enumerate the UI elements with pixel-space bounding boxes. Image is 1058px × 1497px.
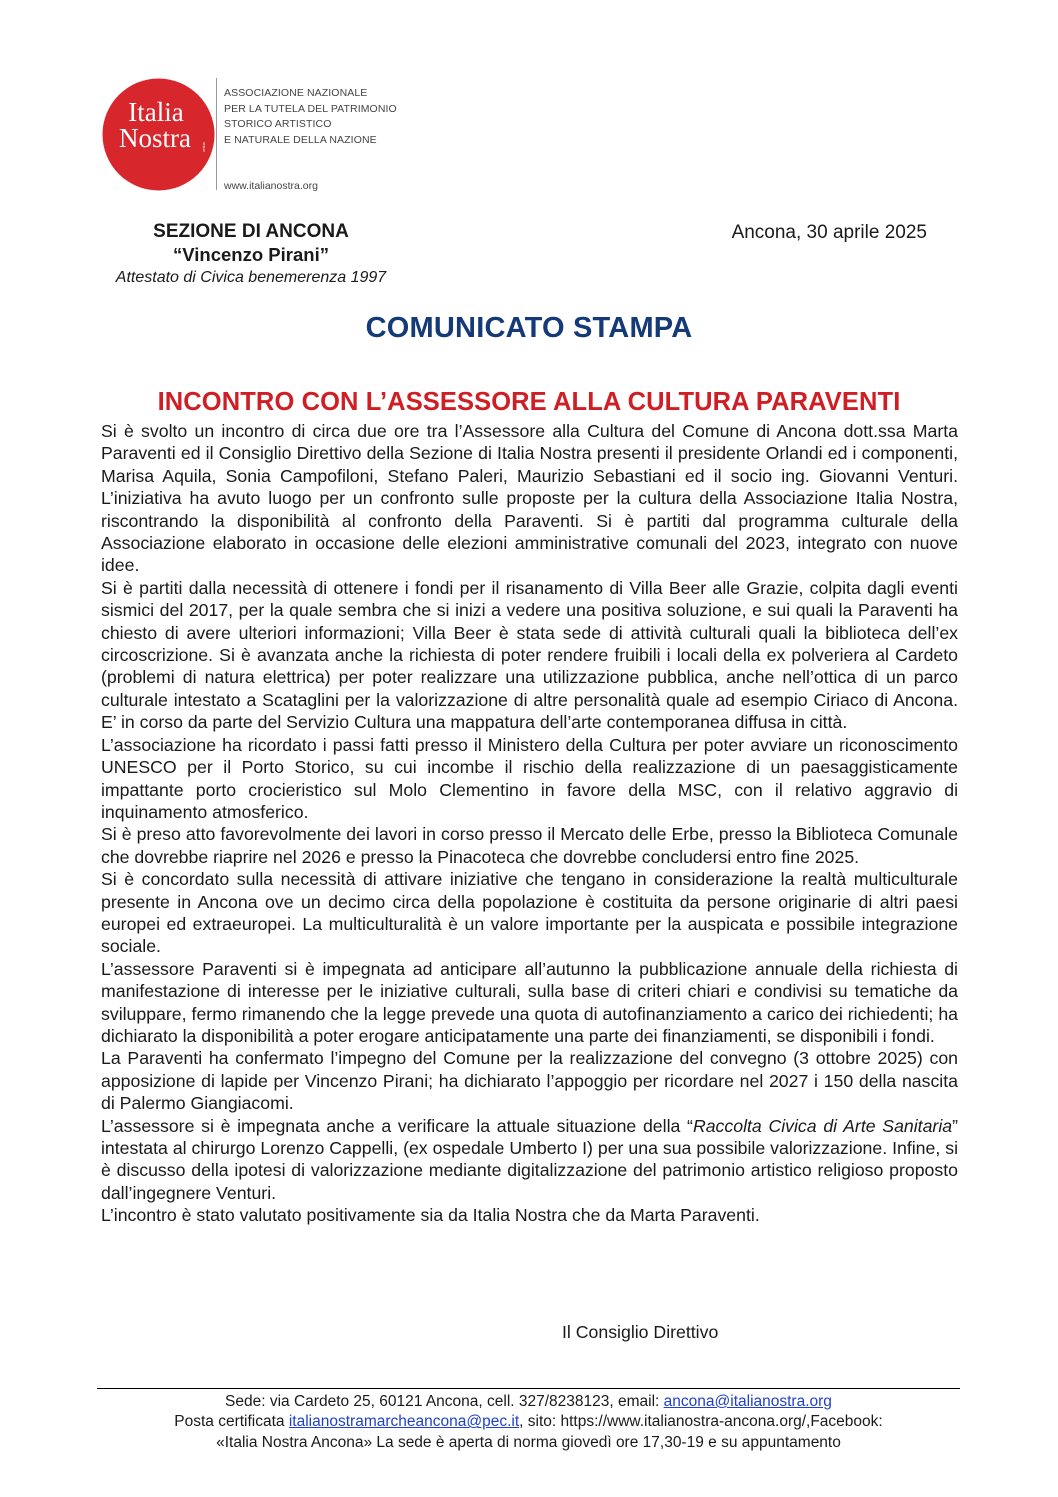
section-subtitle: “Vincenzo Pirani” <box>173 244 329 265</box>
association-line: STORICO ARTISTICO <box>224 118 332 131</box>
body-text: L’assessore si è impegnata anche a verificare la attuale situazione della “ <box>101 1115 693 1136</box>
logo-text-italia: Italia <box>128 97 184 127</box>
association-line: E NATURALE DELLA NAZIONE <box>224 133 377 146</box>
body-paragraph: Si è partiti dalla necessità di ottenere i fondi per il risanamento di Villa Beer alle Grazie, colpita dagli eventi sismici del 2017, per la quale sembra che si inizi a vedere una positiva soluzione, e sui quali la Paraventi ha chiesto di avere ulteriori informazioni; Villa Beer è stata sede di attività culturali quali la biblioteca dell’ex circoscrizione. Si è avanzata anche la richiesta di poter rendere fruibili i locali della ex polveriera al Cardeto (problemi di natura elettrica) per poter realizzare una utilizzazione pubblica, anche nell’ottica di un parco culturale intestato a Scataglini per la valorizzazione di altre personalità quale ad esempio Ciriaco di Ancona. E’ in corso da parte del Servizio Cultura una mappatura dell’arte contemporanea diffusa in città. <box>101 577 958 733</box>
body-text: ” intestata al chirurgo Lorenzo Cappelli, (ex ospedale Umberto I) per una sua possibile valorizzazione. Infine, si è discusso della ipotesi di valorizzazione mediante digitalizzazione del patrimonio artistico religioso proposto dall’ingegnere Venturi. <box>101 1115 958 1203</box>
document-date: Ancona, 30 aprile 2025 <box>731 222 927 243</box>
body-paragraph: La Paraventi ha confermato l’impegno del Comune per la realizzazione del convegno (3 ottobre 2025) con apposizione di lapide per Vincenzo Pirani; ha dichiarato l’appoggio per ricordare nel 2027 i 150 della nascita di Palermo Giangiacomi. <box>101 1048 958 1114</box>
body-paragraph: L’incontro è stato valutato positivamente sia da Italia Nostra che da Marta Paraventi. <box>101 1205 760 1226</box>
logo-text-onlus: onlus <box>201 142 206 152</box>
document-title: COMUNICATO STAMPA <box>365 312 693 344</box>
body-paragraph <box>101 1115 958 1205</box>
footer-site-text: , sito: https://www.italianostra-ancona.org/,Facebook: <box>519 1413 883 1431</box>
section-name: SEZIONE DI ANCONA <box>153 221 349 242</box>
association-description <box>224 86 397 148</box>
collection-name: Raccolta Civica di Arte Sanitaria <box>692 1115 953 1136</box>
footer-divider <box>97 1388 960 1389</box>
section-attestation: Attestato di Civica benemerenza 1997 <box>115 269 387 286</box>
press-release-body <box>101 420 958 1227</box>
association-website[interactable]: www.italianostra.org <box>224 180 318 192</box>
footer-line-2 <box>97 1412 960 1432</box>
body-paragraph: Si è preso atto favorevolmente dei lavori in corso presso il Mercato delle Erbe, presso la Biblioteca Comunale che dovrebbe riaprire nel 2026 e presso la Pinacoteca che dovrebbe concludersi entro fine 2025. <box>101 824 958 867</box>
footer-address: Sede: via Cardeto 25, 60121 Ancona, cell. 327/8238123, email: <box>225 1393 664 1410</box>
italia-nostra-logo <box>102 78 215 191</box>
footer-pec-link[interactable]: italianostramarcheancona@pec.it <box>288 1413 520 1431</box>
body-paragraph: L’associazione ha ricordato i passi fatti presso il Ministero della Cultura per poter avviare un riconoscimento UNESCO per il Porto Storico, su cui incombe il rischio della realizzazione di un paesaggisticamente impattante porto crocieristico sul Molo Clementino in favore della MSC, con il relativo aggravio di inquinamento atmosferico. <box>101 734 958 822</box>
footer <box>97 1392 960 1453</box>
footer-email-link[interactable]: ancona@italianostra.org <box>663 1393 832 1410</box>
body-paragraph: Si è svolto un incontro di circa due ore tra l’Assessore alla Cultura del Comune di Ancona dott.ssa Marta Paraventi ed il Consiglio Direttivo della Sezione di Italia Nostra presenti il presidente Orlandi ed i componenti, Marisa Aquila, Sonia Campofiloni, Stefano Paleri, Maurizio Sebastiani ed il socio ing. Giovanni Venturi. L’iniziativa ha avuto luogo per un confronto sulle proposte per la cultura della Associazione Italia Nostra, riscontrando la disponibilità al confronto della Paraventi. Si è partiti dal programma culturale della Associazione elaborato in occasione delle elezioni amministrative comunali del 2023, integrato con nuove idee. <box>101 421 958 576</box>
footer-line-3: «Italia Nostra Ancona» La sede è aperta di norma giovedì ore 17,30-19 e su appuntamento <box>216 1433 841 1451</box>
body-paragraph: L’assessore Paraventi si è impegnata ad anticipare all’autunno la pubblicazione annuale della richiesta di manifestazione di interesse per le iniziative culturali, sulla base di criteri chiari e condivisi su tematiche da sviluppare, fermo rimanendo che la legge prevede una quota di autofinanziamento a carico dei richiedenti; ha dichiarato la disponibilità a poter erogare anticipatamente una parte dei finanziamenti, se disponibili i fondi. <box>101 958 958 1046</box>
footer-pec-label: Posta certificata <box>174 1413 289 1431</box>
footer-line-1 <box>97 1392 960 1412</box>
body-paragraph: Si è concordato sulla necessità di attivare iniziative che tengano in considerazione la realtà multiculturale presente in Ancona ove un decimo circa della popolazione è costituita da persone originarie di altri paesi europei ed extraeuropei. La multiculturalità è un valore importante per la auspicata e possibile integrazione sociale. <box>101 869 958 957</box>
document-headline: INCONTRO CON L’ASSESSORE ALLA CULTURA PARAVENTI <box>157 388 901 416</box>
section-block <box>98 220 404 289</box>
letterhead-divider <box>216 78 217 190</box>
signature: Il Consiglio Direttivo <box>562 1322 719 1342</box>
association-line: ASSOCIAZIONE NAZIONALE <box>224 87 368 99</box>
association-line: PER LA TUTELA DEL PATRIMONIO <box>224 102 397 115</box>
logo-text-nostra: Nostra <box>119 123 191 153</box>
